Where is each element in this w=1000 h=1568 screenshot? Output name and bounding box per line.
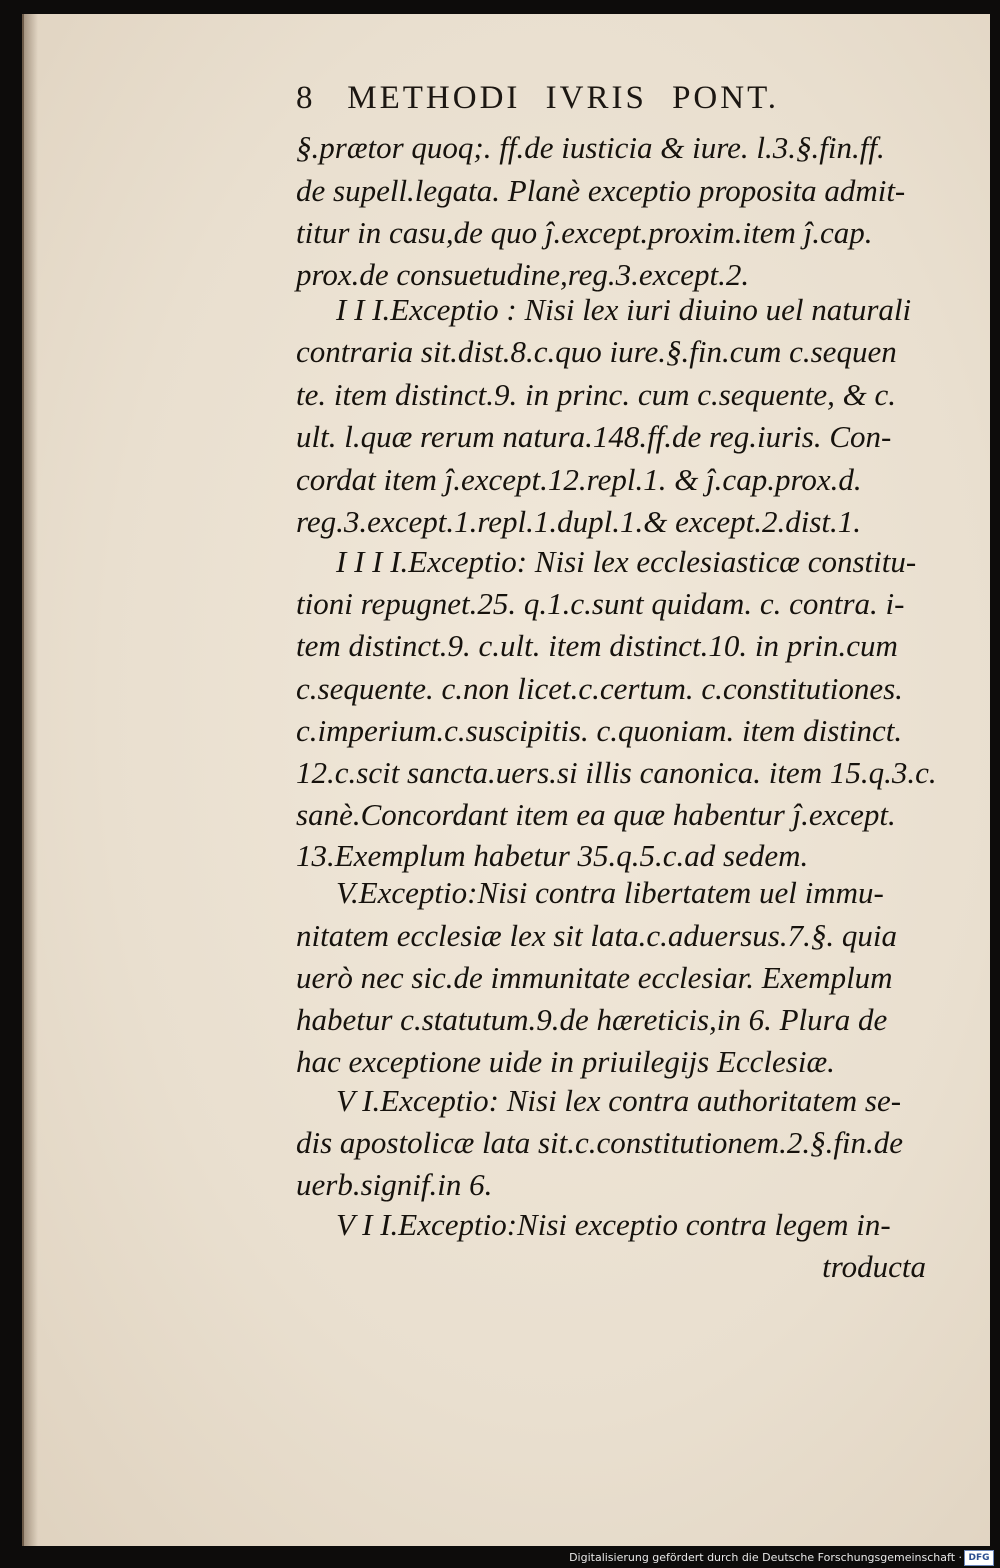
- text-line: sanè.Concordant item ea quæ habentur ĵ.except.: [296, 797, 896, 832]
- text-line: uerb.signif.in 6.: [296, 1167, 493, 1202]
- text-line: I I I.Exceptio : Nisi lex iuri diuino uel naturali: [336, 292, 912, 327]
- text-line: contraria sit.dist.8.c.quo iure.§.fin.cum c.sequen: [296, 334, 897, 369]
- text-line: V I I.Exceptio:Nisi exceptio contra legem in-: [336, 1207, 891, 1242]
- running-head: METHODI IVRIS PONT.: [347, 80, 780, 116]
- text-line: de supell.legata. Planè exceptio proposita admit-: [296, 173, 906, 208]
- text-line: habetur c.statutum.9.de hæreticis,in 6. Plura de: [296, 1002, 888, 1037]
- text-line: c.sequente. c.non licet.c.certum. c.constitutiones.: [296, 671, 903, 706]
- text-line: tem distinct.9. c.ult. item distinct.10. in prin.cum: [296, 628, 898, 663]
- text-line: §.prætor quoq;. ff.de iusticia & iure. l.3.§.fin.ff.: [296, 130, 885, 165]
- text-line: tioni repugnet.25. q.1.c.sunt quidam. c. contra. i-: [296, 586, 905, 621]
- text-line: reg.3.except.1.repl.1.dupl.1.& except.2.dist.1.: [296, 504, 862, 539]
- text-line: V.Exceptio:Nisi contra libertatem uel immu-: [336, 875, 884, 910]
- text-line: c.imperium.c.suscipitis. c.quoniam. item distinct.: [296, 713, 903, 748]
- text-line: V I.Exceptio: Nisi lex contra authoritatem se-: [336, 1083, 902, 1118]
- digitization-credit: Digitalisierung gefördert durch die Deutsche Forschungsgemeinschaft ·: [569, 1551, 962, 1564]
- page-gutter-shadow: [24, 14, 38, 1546]
- text-line: ult. l.quæ rerum natura.148.ff.de reg.iuris. Con-: [296, 419, 892, 454]
- page-number: 8: [296, 80, 316, 116]
- text-line: uerò nec sic.de immunitate ecclesiar. Exemplum: [296, 960, 893, 995]
- text-line: te. item distinct.9. in princ. cum c.sequente, & c.: [296, 377, 897, 412]
- text-line: dis apostolicæ lata sit.c.constitutionem.2.§.fin.de: [296, 1125, 904, 1160]
- text-line: prox.de consuetudine,reg.3.except.2.: [296, 257, 750, 292]
- text-line: titur in casu,de quo ĵ.except.proxim.item ĵ.cap.: [296, 215, 873, 250]
- text-line: I I I I.Exceptio: Nisi lex ecclesiasticæ constitu-: [336, 544, 917, 579]
- text-line: cordat item ĵ.except.12.repl.1. & ĵ.cap.prox.d.: [296, 462, 862, 497]
- text-line: 12.c.scit sancta.uers.si illis canonica. item 15.q.3.c.: [296, 755, 937, 790]
- text-line: 13.Exemplum habetur 35.q.5.c.ad sedem.: [296, 838, 809, 873]
- text-line: hac exceptione uide in priuilegijs Ecclesiæ.: [296, 1044, 835, 1079]
- page-header: [296, 80, 936, 130]
- catchword: troducta: [822, 1249, 926, 1284]
- dfg-logo: DFG: [964, 1550, 994, 1566]
- text-line: nitatem ecclesiæ lex sit lata.c.aduersus.7.§. quia: [296, 918, 897, 953]
